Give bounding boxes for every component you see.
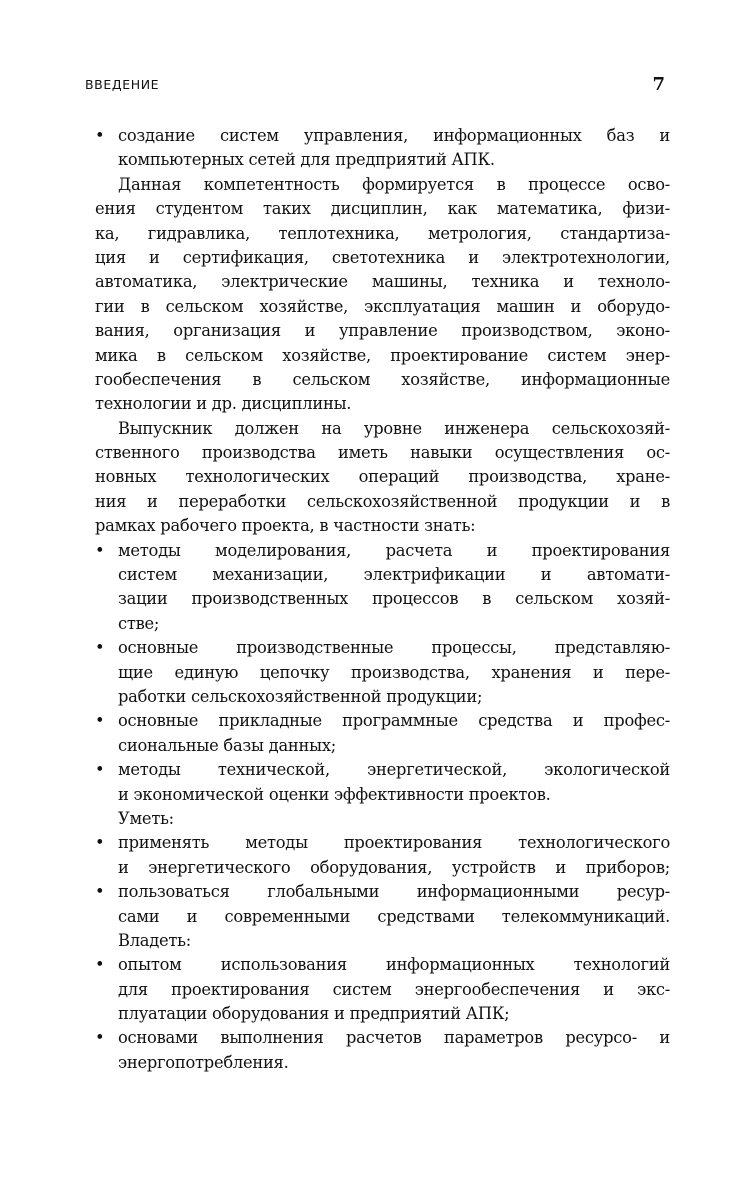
bullet-icon: •	[95, 833, 105, 853]
line-text: зации производственных процессов в сельском хозяй-	[118, 589, 670, 609]
indent-spacer	[95, 905, 118, 929]
text-line	[95, 465, 670, 489]
line-text: и энергетического оборудования, устройств и приборов;	[118, 857, 670, 877]
indent-spacer	[95, 612, 118, 636]
line-text: гии в сельском хозяйстве, эксплуатация машин и оборудо-	[95, 296, 670, 316]
text-line	[95, 783, 670, 807]
text-line	[95, 441, 670, 465]
indent-spacer	[95, 978, 118, 1002]
line-text: новных технологических операций производства, хране-	[95, 467, 670, 487]
line-text: энергопотребления.	[118, 1052, 289, 1072]
line-text: сиональные базы данных;	[118, 735, 336, 755]
text-line	[95, 709, 670, 733]
text-line	[95, 539, 670, 563]
text-line	[95, 1026, 670, 1050]
text-line	[95, 295, 670, 319]
text-line	[95, 222, 670, 246]
text-line	[95, 685, 670, 709]
bullet-item-text: основами выполнения расчетов параметров ресурсо- и	[118, 1028, 670, 1048]
line-text: для проектирования систем энергообеспечения и экс-	[118, 979, 670, 999]
text-line	[95, 661, 670, 685]
text-line	[95, 1002, 670, 1026]
text-line	[95, 880, 670, 904]
text-line	[95, 953, 670, 977]
running-title: ВВЕДЕНИЕ	[85, 77, 160, 92]
bullet-icon: •	[95, 882, 105, 902]
text-line	[95, 978, 670, 1002]
bullet-item-text: пользоваться глобальными информационными ресур-	[118, 882, 670, 902]
indent-spacer	[95, 856, 118, 880]
line-text: вания, организация и управление производством, эконо-	[95, 321, 670, 341]
bullet-icon: •	[95, 711, 105, 731]
indent-spacer	[95, 1002, 118, 1026]
bullet-item-text: основные производственные процессы, представляю-	[118, 638, 670, 658]
running-head	[85, 74, 665, 98]
line-text: и экономической оценки эффективности проектов.	[118, 784, 551, 804]
body-text	[95, 124, 670, 1075]
line-text: рамках рабочего проекта, в частности знать:	[95, 516, 476, 536]
line-text: ния и переработки сельскохозяйственной продукции и в	[95, 491, 670, 511]
line-text: гообеспечения в сельском хозяйстве, информационные	[95, 369, 670, 389]
text-line	[95, 270, 670, 294]
line-text: ка, гидравлика, теплотехника, метрология, стандартиза-	[95, 223, 670, 243]
indent-spacer	[95, 685, 118, 709]
bullet-item-text: создание систем управления, информационных баз и	[118, 126, 670, 145]
text-line	[95, 758, 670, 782]
text-line	[95, 636, 670, 660]
line-text: Уметь:	[118, 808, 174, 828]
bullet-item-text: методы технической, энергетической, экологической	[118, 760, 670, 780]
bullet-icon: •	[95, 760, 105, 780]
bullet-icon: •	[95, 638, 105, 658]
text-line	[95, 148, 670, 172]
text-line	[95, 1051, 670, 1075]
text-line	[95, 246, 670, 270]
line-text: Данная компетентность формируется в процессе осво-	[118, 174, 670, 194]
bullet-item-text: основные прикладные программные средства и профес-	[118, 711, 670, 731]
text-line	[95, 856, 670, 880]
bullet-icon: •	[95, 540, 105, 560]
bullet-item-text: опытом использования информационных технологий	[118, 955, 670, 975]
line-text: технологии и др. дисциплины.	[95, 394, 352, 414]
bullet-item-text: методы моделирования, расчета и проектирования	[118, 540, 670, 560]
indent-spacer	[95, 807, 118, 831]
bullet-item-text: применять методы проектирования технологического	[118, 833, 670, 853]
paragraph-indent	[95, 417, 118, 441]
text-line	[95, 734, 670, 758]
text-line	[95, 563, 670, 587]
paragraph-indent	[95, 173, 118, 197]
line-text: автоматика, электрические машины, техника и техноло-	[95, 272, 670, 292]
text-line	[95, 197, 670, 221]
line-text: плуатации оборудования и предприятий АПК;	[118, 1004, 510, 1024]
indent-spacer	[95, 929, 118, 953]
line-text: компьютерных сетей для предприятий АПК.	[118, 150, 495, 170]
text-line	[95, 173, 670, 197]
text-line	[95, 319, 670, 343]
text-line	[95, 417, 670, 441]
line-text: стве;	[118, 613, 160, 633]
text-line	[95, 587, 670, 611]
line-text: Выпускник должен на уровне инженера сельскохозяй-	[118, 418, 670, 438]
text-line	[95, 490, 670, 514]
indent-spacer	[95, 1051, 118, 1075]
line-text: ственного производства иметь навыки осуществления ос-	[95, 443, 670, 463]
text-line	[95, 124, 670, 148]
bullet-icon: •	[95, 126, 105, 145]
text-line	[95, 807, 670, 831]
line-text: ция и сертификация, светотехника и электротехнологии,	[95, 247, 670, 267]
text-line	[95, 612, 670, 636]
indent-spacer	[95, 734, 118, 758]
text-line	[95, 344, 670, 368]
line-text: мика в сельском хозяйстве, проектирование систем энер-	[95, 345, 670, 365]
indent-spacer	[95, 563, 118, 587]
page-number: 7	[652, 74, 665, 95]
text-line	[95, 905, 670, 929]
indent-spacer	[95, 587, 118, 611]
line-text: работки сельскохозяйственной продукции;	[118, 686, 483, 706]
bullet-icon: •	[95, 955, 105, 975]
indent-spacer	[95, 661, 118, 685]
text-line	[95, 368, 670, 392]
line-text: систем механизации, электрификации и автомати-	[118, 565, 670, 585]
line-text: ения студентом таких дисциплин, как математика, физи-	[95, 199, 670, 219]
text-line	[95, 392, 670, 416]
text-line	[95, 514, 670, 538]
text-line	[95, 831, 670, 855]
bullet-icon: •	[95, 1028, 105, 1048]
indent-spacer	[95, 148, 118, 172]
indent-spacer	[95, 783, 118, 807]
text-line	[95, 929, 670, 953]
line-text: щие единую цепочку производства, хранения и пере-	[118, 662, 670, 682]
line-text: Владеть:	[118, 930, 192, 950]
line-text: сами и современными средствами телекоммуникаций.	[118, 906, 670, 926]
